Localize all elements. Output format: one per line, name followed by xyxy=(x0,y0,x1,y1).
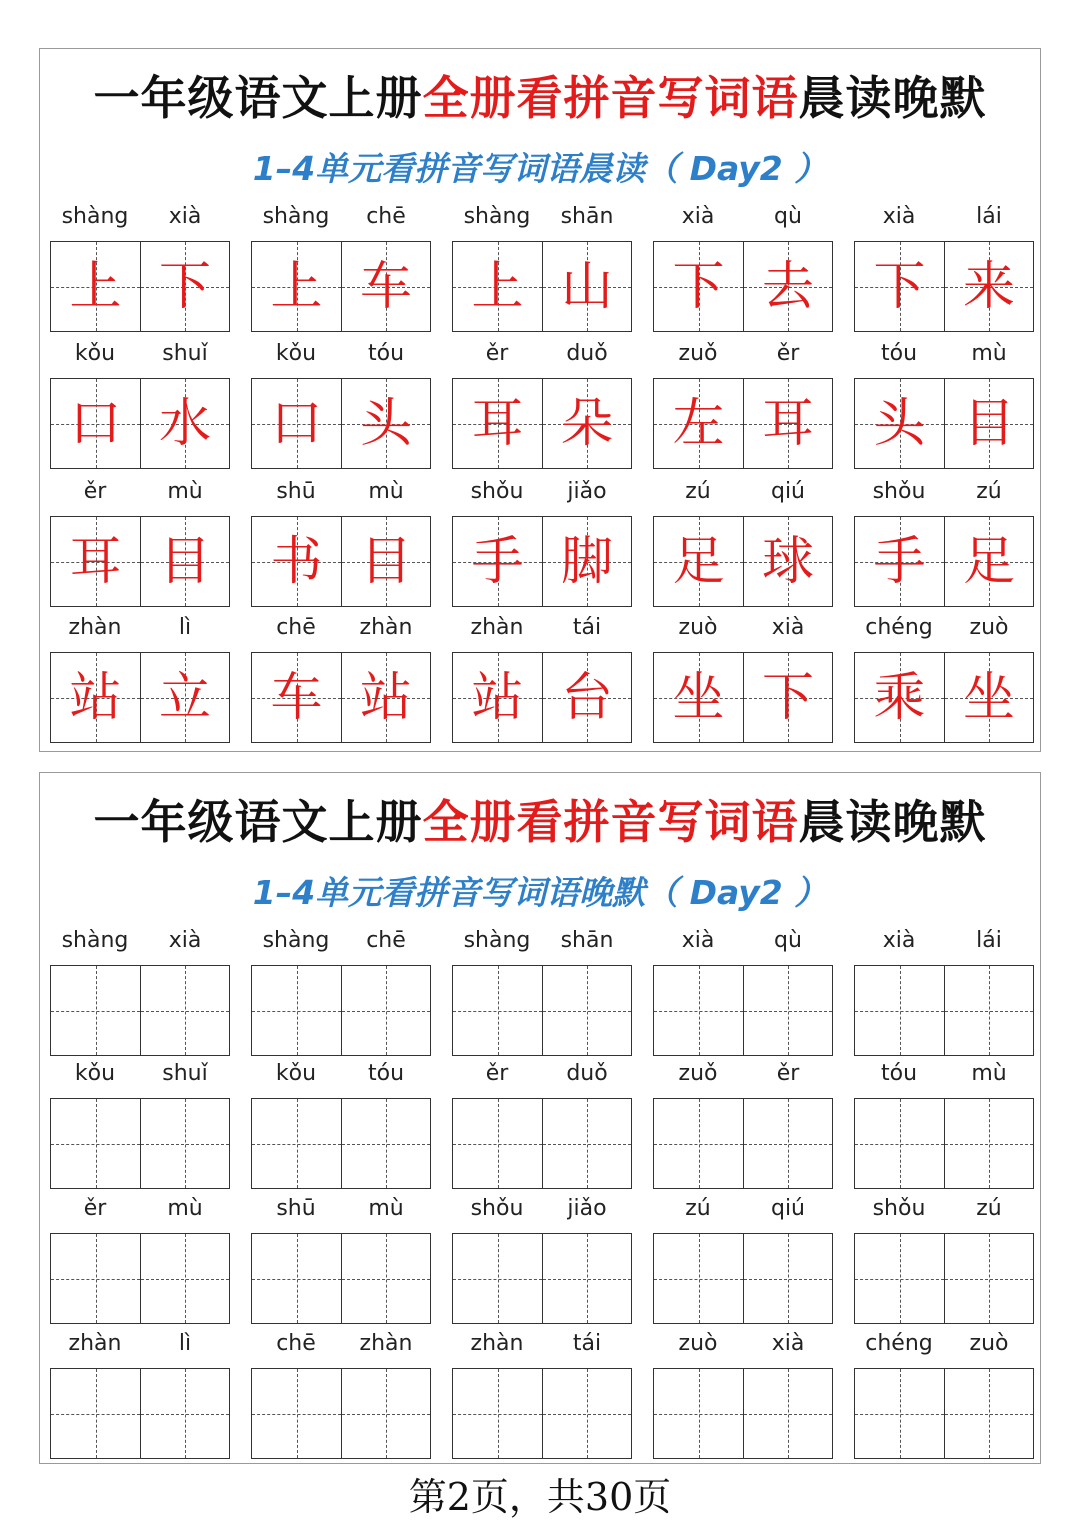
pinyin-label: shuǐ xyxy=(162,1061,208,1086)
pinyin-label: shàng xyxy=(463,204,531,229)
pinyin-label: mù xyxy=(971,1061,1007,1086)
tian-zi-ge-cell[interactable] xyxy=(453,1234,542,1323)
tian-zi-ge-cell xyxy=(654,653,743,742)
pinyin-label: xià xyxy=(168,204,202,229)
pinyin-label: tái xyxy=(572,1331,602,1356)
tian-zi-ge-cell[interactable] xyxy=(51,1099,140,1188)
pinyin-label: zhàn xyxy=(68,1331,122,1356)
writing-box[interactable] xyxy=(854,1233,1034,1324)
pinyin-label: qù xyxy=(774,204,802,229)
pinyin-label: chē xyxy=(276,1331,316,1356)
tian-zi-ge-cell xyxy=(140,517,229,606)
pinyin-label: kǒu xyxy=(275,1061,317,1086)
pinyin-label: zuò xyxy=(678,1331,718,1356)
tian-zi-ge-cell[interactable] xyxy=(855,1369,944,1458)
tian-zi-ge-cell xyxy=(944,379,1033,468)
word-box xyxy=(854,652,1034,743)
pinyin-label: zuò xyxy=(969,1331,1009,1356)
pinyin-label: ěr xyxy=(83,1196,107,1221)
tian-zi-ge-cell[interactable] xyxy=(453,1099,542,1188)
hanzi-character: 脚 xyxy=(560,531,613,592)
tian-zi-ge-cell xyxy=(855,379,944,468)
pinyin-label: xià xyxy=(681,204,715,229)
word-box xyxy=(653,516,833,607)
tian-zi-ge-cell[interactable] xyxy=(453,966,542,1055)
title-part-2: 晨读晚默 xyxy=(798,795,987,849)
pinyin-label: shān xyxy=(560,928,614,953)
word-box xyxy=(452,241,632,332)
pinyin-row xyxy=(50,474,1036,510)
hanzi-character: 耳 xyxy=(471,393,524,454)
tian-zi-ge-cell xyxy=(654,242,743,331)
hanzi-character: 下 xyxy=(158,256,211,317)
pinyin-label: zuǒ xyxy=(678,341,718,366)
word-box xyxy=(653,652,833,743)
tian-zi-ge-cell xyxy=(855,517,944,606)
pinyin-label: zuò xyxy=(678,615,718,640)
tian-zi-ge-cell[interactable] xyxy=(743,1369,832,1458)
tian-zi-ge-cell xyxy=(140,653,229,742)
hanzi-character: 耳 xyxy=(761,393,814,454)
tian-zi-ge-cell[interactable] xyxy=(341,1234,430,1323)
tian-zi-ge-cell[interactable] xyxy=(252,1099,341,1188)
hanzi-character: 台 xyxy=(560,667,613,728)
pinyin-label: shuǐ xyxy=(162,341,208,366)
sheet-subtitle: 1–4单元看拼音写词语晨读（ Day2 ） xyxy=(252,149,828,188)
hanzi-character: 来 xyxy=(962,256,1015,317)
writing-box[interactable] xyxy=(653,1233,833,1324)
pinyin-label: mù xyxy=(368,479,404,504)
hanzi-character: 坐 xyxy=(672,667,725,728)
tian-zi-ge-cell xyxy=(252,517,341,606)
pinyin-label: zhàn xyxy=(359,1331,413,1356)
tian-zi-ge-cell[interactable] xyxy=(944,1234,1033,1323)
tian-zi-ge-cell[interactable] xyxy=(944,1099,1033,1188)
writing-box[interactable] xyxy=(50,965,230,1056)
tian-zi-ge-cell xyxy=(944,517,1033,606)
word-box xyxy=(50,516,230,607)
pinyin-label: shǒu xyxy=(470,1196,524,1221)
hanzi-character: 目 xyxy=(359,531,412,592)
pinyin-label: zú xyxy=(976,1196,1002,1221)
word-row xyxy=(50,1326,1036,1462)
word-box xyxy=(50,378,230,469)
tian-zi-ge-cell[interactable] xyxy=(51,966,140,1055)
pinyin-label: zú xyxy=(685,479,711,504)
tian-zi-ge-cell[interactable] xyxy=(855,1234,944,1323)
hanzi-character: 水 xyxy=(158,393,211,454)
pinyin-row xyxy=(50,610,1036,646)
pinyin-label: kǒu xyxy=(275,341,317,366)
word-box xyxy=(251,516,431,607)
pinyin-row xyxy=(50,1191,1036,1227)
word-box xyxy=(854,378,1034,469)
writing-box[interactable] xyxy=(452,1098,632,1189)
word-box xyxy=(50,652,230,743)
tian-zi-ge-cell[interactable] xyxy=(140,1369,229,1458)
hanzi-character: 上 xyxy=(69,256,122,317)
pinyin-label: zú xyxy=(976,479,1002,504)
tian-zi-ge-cell[interactable] xyxy=(743,966,832,1055)
hanzi-character: 上 xyxy=(270,256,323,317)
pinyin-row xyxy=(50,1326,1036,1362)
pinyin-label: duǒ xyxy=(566,1061,608,1086)
pinyin-row xyxy=(50,336,1036,372)
tian-zi-ge-cell[interactable] xyxy=(51,1369,140,1458)
pinyin-label: qiú xyxy=(770,479,806,504)
pinyin-label: ěr xyxy=(776,341,800,366)
pinyin-label: zhàn xyxy=(359,615,413,640)
word-box xyxy=(251,652,431,743)
tian-zi-ge-cell[interactable] xyxy=(654,1099,743,1188)
pinyin-label: chéng xyxy=(865,1331,933,1356)
tian-zi-ge-cell xyxy=(542,653,631,742)
pinyin-label: shǒu xyxy=(470,479,524,504)
tian-zi-ge-cell[interactable] xyxy=(542,966,631,1055)
pinyin-label: xià xyxy=(771,1331,805,1356)
hanzi-character: 头 xyxy=(359,393,412,454)
pinyin-label: jiǎo xyxy=(567,1196,607,1221)
tian-zi-ge-cell xyxy=(944,653,1033,742)
hanzi-character: 目 xyxy=(962,393,1015,454)
writing-box[interactable] xyxy=(251,1368,431,1459)
tian-zi-ge-cell[interactable] xyxy=(654,1234,743,1323)
hanzi-character: 坐 xyxy=(962,667,1015,728)
word-row xyxy=(50,610,1036,746)
pinyin-label: zuò xyxy=(969,615,1009,640)
tian-zi-ge-cell[interactable] xyxy=(855,1099,944,1188)
title-part-2: 晨读晚默 xyxy=(798,71,987,125)
pinyin-label: chē xyxy=(366,204,406,229)
evening-dictation-sheet xyxy=(39,772,1041,1464)
hanzi-character: 书 xyxy=(270,531,323,592)
tian-zi-ge-cell xyxy=(341,517,430,606)
tian-zi-ge-cell xyxy=(654,517,743,606)
word-row xyxy=(50,1191,1036,1327)
tian-zi-ge-cell xyxy=(542,242,631,331)
pinyin-label: ěr xyxy=(485,1061,509,1086)
hanzi-character: 头 xyxy=(873,393,926,454)
word-box xyxy=(251,241,431,332)
hanzi-character: 朵 xyxy=(560,393,613,454)
hanzi-character: 乘 xyxy=(873,667,926,728)
tian-zi-ge-cell xyxy=(944,242,1033,331)
pinyin-label: chéng xyxy=(865,615,933,640)
tian-zi-ge-cell xyxy=(51,653,140,742)
writing-box[interactable] xyxy=(452,965,632,1056)
word-row xyxy=(50,336,1036,472)
tian-zi-ge-cell[interactable] xyxy=(944,1369,1033,1458)
word-box xyxy=(653,378,833,469)
pinyin-label: mù xyxy=(368,1196,404,1221)
pinyin-label: jiǎo xyxy=(567,479,607,504)
pinyin-label: shǒu xyxy=(872,479,926,504)
hanzi-character: 下 xyxy=(873,256,926,317)
tian-zi-ge-cell[interactable] xyxy=(453,1369,542,1458)
pinyin-label: shàng xyxy=(61,204,129,229)
hanzi-character: 足 xyxy=(962,531,1015,592)
pinyin-label: ěr xyxy=(776,1061,800,1086)
word-row xyxy=(50,1056,1036,1192)
tian-zi-ge-cell[interactable] xyxy=(140,1234,229,1323)
writing-box[interactable] xyxy=(50,1098,230,1189)
tian-zi-ge-cell[interactable] xyxy=(252,966,341,1055)
tian-zi-ge-cell[interactable] xyxy=(855,966,944,1055)
writing-box[interactable] xyxy=(854,965,1034,1056)
pinyin-label: xià xyxy=(771,615,805,640)
hanzi-character: 左 xyxy=(672,393,725,454)
pinyin-label: xià xyxy=(168,928,202,953)
title-highlight: 全册看拼音写词语 xyxy=(422,795,799,849)
pinyin-label: shàng xyxy=(262,928,330,953)
tian-zi-ge-cell[interactable] xyxy=(542,1234,631,1323)
tian-zi-ge-cell xyxy=(743,379,832,468)
pinyin-label: shàng xyxy=(463,928,531,953)
pinyin-label: xià xyxy=(882,204,916,229)
tian-zi-ge-cell[interactable] xyxy=(140,966,229,1055)
hanzi-character: 足 xyxy=(672,531,725,592)
morning-reading-sheet xyxy=(39,48,1041,752)
hanzi-character: 立 xyxy=(158,667,211,728)
tian-zi-ge-cell xyxy=(542,517,631,606)
hanzi-character: 去 xyxy=(761,256,814,317)
hanzi-character: 下 xyxy=(761,667,814,728)
pinyin-label: ěr xyxy=(485,341,509,366)
pinyin-label: lái xyxy=(976,928,1002,953)
tian-zi-ge-cell xyxy=(341,653,430,742)
pinyin-label: shàng xyxy=(262,204,330,229)
tian-zi-ge-cell[interactable] xyxy=(252,1234,341,1323)
tian-zi-ge-cell xyxy=(654,379,743,468)
sheet-title xyxy=(40,67,1040,129)
title-part-1: 一年级语文上册 xyxy=(93,71,423,125)
pinyin-label: lì xyxy=(178,615,192,640)
pinyin-label: kǒu xyxy=(74,1061,116,1086)
tian-zi-ge-cell xyxy=(252,653,341,742)
tian-zi-ge-cell xyxy=(341,379,430,468)
word-box xyxy=(653,241,833,332)
pinyin-label: shàng xyxy=(61,928,129,953)
tian-zi-ge-cell xyxy=(743,653,832,742)
writing-box[interactable] xyxy=(50,1233,230,1324)
pinyin-label: qù xyxy=(774,928,802,953)
tian-zi-ge-cell[interactable] xyxy=(542,1369,631,1458)
pinyin-label: zhàn xyxy=(470,615,524,640)
pinyin-label: chē xyxy=(276,615,316,640)
tian-zi-ge-cell xyxy=(341,242,430,331)
pinyin-row xyxy=(50,1056,1036,1092)
tian-zi-ge-cell[interactable] xyxy=(252,1369,341,1458)
tian-zi-ge-cell[interactable] xyxy=(743,1099,832,1188)
pinyin-label: lì xyxy=(178,1331,192,1356)
pinyin-label: zuǒ xyxy=(678,1061,718,1086)
pinyin-label: tóu xyxy=(880,1061,918,1086)
hanzi-character: 手 xyxy=(873,531,926,592)
word-row xyxy=(50,923,1036,1059)
pinyin-label: mù xyxy=(167,479,203,504)
pinyin-label: shǒu xyxy=(872,1196,926,1221)
tian-zi-ge-cell[interactable] xyxy=(542,1099,631,1188)
tian-zi-ge-cell[interactable] xyxy=(341,966,430,1055)
pinyin-label: mù xyxy=(167,1196,203,1221)
tian-zi-ge-cell[interactable] xyxy=(654,1369,743,1458)
hanzi-character: 目 xyxy=(158,531,211,592)
writing-box[interactable] xyxy=(50,1368,230,1459)
writing-box[interactable] xyxy=(653,1368,833,1459)
tian-zi-ge-cell xyxy=(855,242,944,331)
word-box xyxy=(50,241,230,332)
tian-zi-ge-cell[interactable] xyxy=(654,966,743,1055)
writing-box[interactable] xyxy=(452,1233,632,1324)
tian-zi-ge-cell xyxy=(743,242,832,331)
tian-zi-ge-cell xyxy=(252,379,341,468)
pinyin-label: zhàn xyxy=(68,615,122,640)
hanzi-character: 车 xyxy=(359,256,412,317)
tian-zi-ge-cell xyxy=(51,379,140,468)
word-box xyxy=(251,378,431,469)
tian-zi-ge-cell xyxy=(743,517,832,606)
hanzi-character: 站 xyxy=(471,667,524,728)
hanzi-character: 下 xyxy=(672,256,725,317)
pinyin-label: shū xyxy=(276,1196,316,1221)
tian-zi-ge-cell[interactable] xyxy=(140,1099,229,1188)
hanzi-character: 上 xyxy=(471,256,524,317)
pinyin-label: tái xyxy=(572,615,602,640)
tian-zi-ge-cell xyxy=(453,379,542,468)
writing-box[interactable] xyxy=(854,1368,1034,1459)
tian-zi-ge-cell[interactable] xyxy=(743,1234,832,1323)
pinyin-label: ěr xyxy=(83,479,107,504)
writing-box[interactable] xyxy=(251,1233,431,1324)
word-box xyxy=(854,516,1034,607)
tian-zi-ge-cell xyxy=(453,242,542,331)
pinyin-label: shān xyxy=(560,204,614,229)
pinyin-label: mù xyxy=(971,341,1007,366)
pinyin-label: zú xyxy=(685,1196,711,1221)
tian-zi-ge-cell xyxy=(453,517,542,606)
hanzi-character: 口 xyxy=(69,393,122,454)
sheet-subtitle: 1–4单元看拼音写词语晚默（ Day2 ） xyxy=(252,873,828,912)
pinyin-label: kǒu xyxy=(74,341,116,366)
pinyin-label: zhàn xyxy=(470,1331,524,1356)
hanzi-character: 山 xyxy=(560,256,613,317)
tian-zi-ge-cell xyxy=(855,653,944,742)
tian-zi-ge-cell[interactable] xyxy=(341,1369,430,1458)
title-highlight: 全册看拼音写词语 xyxy=(422,71,799,125)
title-part-1: 一年级语文上册 xyxy=(93,795,423,849)
tian-zi-ge-cell xyxy=(453,653,542,742)
hanzi-character: 站 xyxy=(69,667,122,728)
tian-zi-ge-cell xyxy=(51,242,140,331)
pinyin-label: duǒ xyxy=(566,341,608,366)
word-box xyxy=(452,516,632,607)
tian-zi-ge-cell xyxy=(252,242,341,331)
word-row xyxy=(50,474,1036,610)
pinyin-label: xià xyxy=(882,928,916,953)
writing-box[interactable] xyxy=(251,1098,431,1189)
hanzi-character: 口 xyxy=(270,393,323,454)
hanzi-character: 手 xyxy=(471,531,524,592)
pinyin-label: chē xyxy=(366,928,406,953)
hanzi-character: 耳 xyxy=(69,531,122,592)
writing-box[interactable] xyxy=(854,1098,1034,1189)
hanzi-character: 站 xyxy=(359,667,412,728)
tian-zi-ge-cell xyxy=(140,379,229,468)
pinyin-row xyxy=(50,923,1036,959)
pinyin-row xyxy=(50,199,1036,235)
tian-zi-ge-cell xyxy=(140,242,229,331)
pinyin-label: xià xyxy=(681,928,715,953)
pinyin-label: tóu xyxy=(367,341,405,366)
tian-zi-ge-cell xyxy=(51,517,140,606)
tian-zi-ge-cell[interactable] xyxy=(944,966,1033,1055)
writing-box[interactable] xyxy=(452,1368,632,1459)
writing-box[interactable] xyxy=(251,965,431,1056)
writing-box[interactable] xyxy=(653,965,833,1056)
pinyin-label: tóu xyxy=(880,341,918,366)
tian-zi-ge-cell xyxy=(542,379,631,468)
word-box xyxy=(452,378,632,469)
hanzi-character: 球 xyxy=(761,531,814,592)
word-box xyxy=(452,652,632,743)
pinyin-label: lái xyxy=(976,204,1002,229)
pinyin-label: qiú xyxy=(770,1196,806,1221)
tian-zi-ge-cell[interactable] xyxy=(341,1099,430,1188)
page-number: 第2页，共30页 xyxy=(408,1475,672,1519)
writing-box[interactable] xyxy=(653,1098,833,1189)
pinyin-label: tóu xyxy=(367,1061,405,1086)
sheet-title xyxy=(40,791,1040,853)
hanzi-character: 车 xyxy=(270,667,323,728)
word-row xyxy=(50,199,1036,335)
tian-zi-ge-cell[interactable] xyxy=(51,1234,140,1323)
pinyin-label: shū xyxy=(276,479,316,504)
word-box xyxy=(854,241,1034,332)
